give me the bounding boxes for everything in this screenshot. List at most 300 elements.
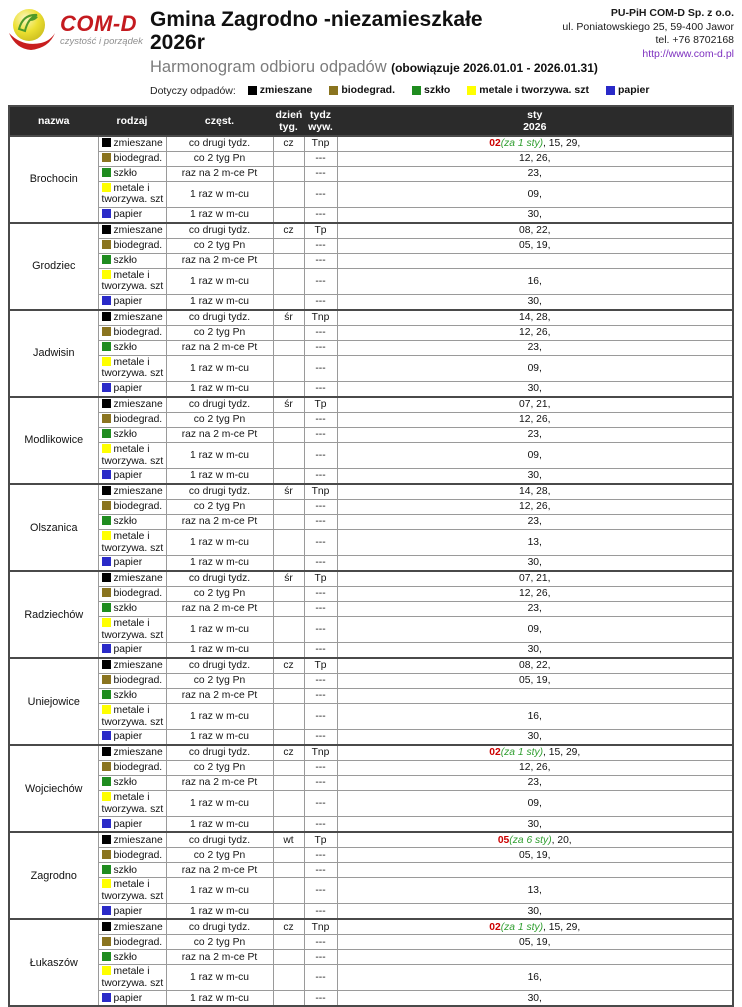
table-row (9, 253, 733, 268)
waste-type-cell (98, 151, 166, 166)
weekday-cell (273, 469, 304, 485)
locality-name: Radziechów (9, 571, 98, 658)
makeup-date: 02 (489, 747, 501, 759)
date-text: 09, (527, 449, 542, 461)
waste-type-cell (98, 904, 166, 920)
table-row (9, 340, 733, 355)
week-type-cell: Tp (304, 832, 337, 848)
frequency-cell: co 2 tyg Pn (166, 413, 273, 428)
frequency-cell: 1 raz w m-cu (166, 382, 273, 398)
column-header-line: wyw. (308, 120, 333, 133)
waste-type-cell (98, 791, 166, 817)
waste-type-label: metale i tworzywa. szt (101, 966, 164, 989)
week-type-cell: --- (304, 238, 337, 253)
weekday-cell (273, 207, 304, 223)
date-text: 05, 19, (519, 936, 551, 948)
date-text: 30, (527, 557, 542, 569)
waste-color-swatch-icon (102, 819, 111, 828)
table-row (9, 832, 733, 848)
dates-cell (337, 556, 733, 572)
company-logo (6, 6, 144, 54)
waste-color-swatch-icon (329, 86, 338, 95)
week-type-cell: --- (304, 904, 337, 920)
dates-cell (337, 761, 733, 776)
legend-label: Dotyczy odpadów: (150, 84, 236, 97)
waste-color-swatch-icon (102, 383, 111, 392)
date-text: 30, (527, 644, 542, 656)
date-text: 13, (527, 885, 542, 897)
weekday-cell: śr (273, 484, 304, 500)
waste-type-cell (98, 658, 166, 674)
table-row (9, 181, 733, 207)
waste-color-swatch-icon (102, 183, 111, 192)
waste-type-label: papier (113, 470, 143, 482)
table-row (9, 571, 733, 587)
date-text: 12, 26, (519, 414, 551, 426)
waste-color-swatch-icon (102, 906, 111, 915)
locality-name: Grodziec (9, 223, 98, 310)
dates-cell (337, 848, 733, 863)
week-type-cell: --- (304, 761, 337, 776)
table-row (9, 556, 733, 572)
dates-cell (337, 878, 733, 904)
waste-type-cell (98, 530, 166, 556)
column-header-line: nazwa (37, 114, 70, 127)
waste-type-label: metale i tworzywa. szt (101, 269, 164, 293)
week-type-cell: Tnp (304, 484, 337, 500)
dates-cell (337, 443, 733, 469)
table-row (9, 500, 733, 515)
dates-cell (337, 904, 733, 920)
waste-type-cell (98, 397, 166, 413)
waste-type-label: biodegrad. (113, 936, 163, 948)
frequency-cell: 1 raz w m-cu (166, 617, 273, 643)
frequency-cell: co 2 tyg Pn (166, 238, 273, 253)
frequency-cell: co drugi tydz. (166, 484, 273, 500)
week-type-cell: --- (304, 965, 337, 991)
table-row (9, 935, 733, 950)
frequency-cell: 1 raz w m-cu (166, 704, 273, 730)
waste-color-swatch-icon (102, 644, 111, 653)
table-row (9, 817, 733, 833)
week-type-cell: --- (304, 515, 337, 530)
makeup-date: 02 (489, 138, 501, 150)
legend-item (329, 84, 395, 96)
week-type-cell: --- (304, 556, 337, 572)
frequency-cell: raz na 2 m-ce Pt (166, 689, 273, 704)
dates-cell (337, 602, 733, 617)
waste-color-swatch-icon (248, 86, 257, 95)
waste-type-cell (98, 166, 166, 181)
dates-cell (337, 919, 733, 935)
waste-type-cell (98, 355, 166, 381)
date-text: 23, (527, 777, 542, 789)
weekday-cell (273, 602, 304, 617)
weekday-cell (273, 878, 304, 904)
table-row (9, 761, 733, 776)
weekday-cell (273, 268, 304, 294)
dates-cell (337, 587, 733, 602)
week-type-cell: --- (304, 791, 337, 817)
company-info (538, 6, 734, 62)
frequency-cell: 1 raz w m-cu (166, 207, 273, 223)
table-row (9, 413, 733, 428)
dates-cell (337, 136, 733, 152)
date-text: 30, (527, 731, 542, 743)
makeup-date: 05 (497, 834, 510, 846)
comd-ball-icon (6, 6, 58, 54)
dates-cell (337, 310, 733, 326)
waste-color-swatch-icon (102, 516, 111, 525)
frequency-cell: raz na 2 m-ce Pt (166, 950, 273, 965)
waste-color-swatch-icon (102, 865, 111, 874)
weekday-cell (273, 730, 304, 746)
waste-type-cell (98, 181, 166, 207)
brand-name: COM-D (60, 11, 138, 36)
frequency-cell: 1 raz w m-cu (166, 643, 273, 659)
waste-type-label: metale i tworzywa. szt (101, 356, 164, 380)
waste-type-cell (98, 643, 166, 659)
table-row (9, 530, 733, 556)
week-type-cell: Tnp (304, 745, 337, 761)
column-header-line: 2026 (523, 120, 547, 133)
weekday-cell (273, 515, 304, 530)
weekday-cell: wt (273, 832, 304, 848)
table-row (9, 484, 733, 500)
waste-type-label: biodegrad. (113, 240, 163, 252)
waste-type-cell (98, 571, 166, 587)
week-type-cell: --- (304, 991, 337, 1007)
waste-color-swatch-icon (102, 486, 111, 495)
makeup-note: (za 1 sty) (500, 747, 544, 759)
waste-color-swatch-icon (606, 86, 615, 95)
frequency-cell: co 2 tyg Pn (166, 761, 273, 776)
weekday-cell (273, 904, 304, 920)
weekday-cell (273, 935, 304, 950)
waste-type-label: metale i tworzywa. szt (101, 531, 164, 554)
week-type-cell: --- (304, 207, 337, 223)
waste-color-swatch-icon (412, 86, 421, 95)
date-text: 23, (527, 342, 542, 354)
waste-type-label: papier (113, 296, 143, 308)
dates-cell (337, 253, 733, 268)
waste-type-cell (98, 965, 166, 991)
waste-type-cell (98, 238, 166, 253)
waste-legend (150, 84, 650, 98)
week-type-cell: --- (304, 355, 337, 381)
table-row (9, 745, 733, 761)
waste-type-cell (98, 832, 166, 848)
frequency-cell: raz na 2 m-ce Pt (166, 253, 273, 268)
frequency-cell: co drugi tydz. (166, 397, 273, 413)
waste-type-cell (98, 674, 166, 689)
date-text: , 15, 29, (543, 921, 581, 933)
frequency-cell: 1 raz w m-cu (166, 469, 273, 485)
waste-color-swatch-icon (102, 225, 111, 234)
frequency-cell: 1 raz w m-cu (166, 878, 273, 904)
dates-cell (337, 428, 733, 443)
dates-cell (337, 776, 733, 791)
waste-type-cell (98, 268, 166, 294)
week-type-cell: Tnp (304, 919, 337, 935)
weekday-cell: cz (273, 658, 304, 674)
waste-type-label: zmieszane (113, 660, 163, 672)
week-type-cell: --- (304, 689, 337, 704)
waste-color-swatch-icon (102, 777, 111, 786)
schedule-table (8, 105, 734, 1007)
frequency-cell: 1 raz w m-cu (166, 268, 273, 294)
waste-type-label: zmieszane (113, 312, 163, 324)
table-header-row (9, 106, 733, 136)
frequency-cell: co 2 tyg Pn (166, 674, 273, 689)
waste-type-label: szkło (113, 342, 137, 354)
waste-color-swatch-icon (102, 342, 111, 351)
subtitle-row (150, 58, 598, 77)
company-phone: tel. +76 8702168 (655, 34, 734, 47)
dates-cell (337, 863, 733, 878)
week-type-cell: --- (304, 674, 337, 689)
frequency-cell: raz na 2 m-ce Pt (166, 863, 273, 878)
waste-type-cell (98, 950, 166, 965)
dates-cell (337, 268, 733, 294)
dates-cell (337, 413, 733, 428)
waste-color-swatch-icon (102, 531, 111, 540)
waste-type-label: zmieszane (113, 573, 163, 585)
date-text: 16, (527, 710, 542, 722)
waste-type-cell (98, 617, 166, 643)
weekday-cell (273, 428, 304, 443)
waste-type-label: zmieszane (113, 399, 163, 411)
waste-type-cell (98, 136, 166, 152)
frequency-cell: co 2 tyg Pn (166, 325, 273, 340)
waste-type-label: metale i tworzywa. szt (101, 182, 164, 206)
week-type-cell: Tp (304, 397, 337, 413)
table-row (9, 166, 733, 181)
dates-cell (337, 484, 733, 500)
table-row (9, 310, 733, 326)
waste-color-swatch-icon (102, 675, 111, 684)
weekday-cell (273, 355, 304, 381)
waste-color-swatch-icon (102, 922, 111, 931)
table-row (9, 991, 733, 1007)
waste-color-swatch-icon (102, 690, 111, 699)
frequency-cell: co drugi tydz. (166, 658, 273, 674)
frequency-cell: co drugi tydz. (166, 571, 273, 587)
date-text: 08, 22, (519, 660, 551, 672)
frequency-cell: raz na 2 m-ce Pt (166, 166, 273, 181)
table-row (9, 355, 733, 381)
waste-type-label: papier (113, 818, 143, 830)
table-row (9, 515, 733, 530)
week-type-cell: Tnp (304, 310, 337, 326)
dates-cell (337, 469, 733, 485)
locality-name: Olszanica (9, 484, 98, 571)
waste-type-label: szkło (113, 255, 137, 267)
waste-type-cell (98, 776, 166, 791)
waste-type-label: biodegrad. (113, 153, 163, 165)
waste-color-swatch-icon (102, 153, 111, 162)
logo-text (60, 13, 143, 47)
waste-color-swatch-icon (102, 835, 111, 844)
week-type-cell: --- (304, 166, 337, 181)
legend-item-label: metale i tworzywa. szt (479, 84, 589, 97)
waste-type-cell (98, 310, 166, 326)
week-type-cell: --- (304, 469, 337, 485)
legend-item-label: papier (617, 84, 650, 97)
week-type-cell: --- (304, 602, 337, 617)
weekday-cell (273, 166, 304, 181)
date-text: 09, (527, 362, 542, 374)
frequency-cell: co drugi tydz. (166, 223, 273, 239)
date-text: 23, (527, 168, 542, 180)
weekday-cell (273, 530, 304, 556)
waste-type-cell (98, 500, 166, 515)
weekday-cell (273, 991, 304, 1007)
date-text: 30, (527, 383, 542, 395)
table-row (9, 136, 733, 152)
table-row (9, 268, 733, 294)
waste-type-label: szkło (113, 168, 137, 180)
waste-type-cell (98, 294, 166, 310)
weekday-cell (273, 294, 304, 310)
week-type-cell: --- (304, 268, 337, 294)
waste-color-swatch-icon (102, 357, 111, 366)
table-row (9, 689, 733, 704)
legend-item-label: szkło (424, 84, 451, 97)
waste-type-cell (98, 991, 166, 1007)
dates-cell (337, 617, 733, 643)
frequency-cell: 1 raz w m-cu (166, 965, 273, 991)
week-type-cell: --- (304, 428, 337, 443)
frequency-cell: raz na 2 m-ce Pt (166, 776, 273, 791)
date-text: 12, 26, (519, 588, 551, 600)
waste-color-swatch-icon (102, 762, 111, 771)
date-text: 08, 22, (519, 225, 551, 237)
waste-type-label: zmieszane (113, 138, 163, 150)
table-row (9, 950, 733, 965)
frequency-cell: co drugi tydz. (166, 136, 273, 152)
waste-color-swatch-icon (467, 86, 476, 95)
weekday-cell: cz (273, 136, 304, 152)
week-type-cell: Tnp (304, 136, 337, 152)
week-type-cell: --- (304, 500, 337, 515)
date-text: 12, 26, (519, 501, 551, 513)
waste-type-cell (98, 587, 166, 602)
date-text: 30, (527, 818, 542, 830)
dates-cell (337, 817, 733, 833)
makeup-date: 02 (489, 921, 501, 933)
frequency-cell: co 2 tyg Pn (166, 500, 273, 515)
weekday-cell (273, 556, 304, 572)
frequency-cell: 1 raz w m-cu (166, 904, 273, 920)
legend-item-label: biodegrad. (341, 84, 395, 97)
waste-type-label: metale i tworzywa. szt (101, 444, 164, 467)
frequency-cell: 1 raz w m-cu (166, 556, 273, 572)
waste-type-cell (98, 602, 166, 617)
table-row (9, 848, 733, 863)
frequency-cell: co drugi tydz. (166, 919, 273, 935)
waste-type-label: biodegrad. (113, 849, 163, 861)
date-text: 30, (527, 296, 542, 308)
waste-color-swatch-icon (102, 573, 111, 582)
dates-cell (337, 950, 733, 965)
date-text: 14, 28, (519, 312, 551, 324)
waste-type-cell (98, 863, 166, 878)
weekday-cell (273, 325, 304, 340)
waste-type-cell (98, 382, 166, 398)
dates-cell (337, 965, 733, 991)
column-header (9, 106, 98, 136)
waste-color-swatch-icon (102, 937, 111, 946)
legend-item-label: zmieszane (259, 84, 313, 97)
locality-name: Modlikowice (9, 397, 98, 484)
week-type-cell: --- (304, 413, 337, 428)
waste-color-swatch-icon (102, 966, 111, 975)
table-row (9, 904, 733, 920)
date-text: , 20, (551, 834, 572, 846)
week-type-cell: --- (304, 530, 337, 556)
week-type-cell: --- (304, 443, 337, 469)
table-row (9, 428, 733, 443)
weekday-cell (273, 704, 304, 730)
company-website: http://www.com-d.pl (642, 47, 734, 60)
frequency-cell: raz na 2 m-ce Pt (166, 428, 273, 443)
dates-cell (337, 500, 733, 515)
waste-color-swatch-icon (102, 296, 111, 305)
table-row (9, 223, 733, 239)
date-text: 05, 19, (519, 849, 551, 861)
waste-type-cell (98, 207, 166, 223)
date-text: 30, (527, 905, 542, 917)
column-header (337, 106, 733, 136)
weekday-cell (273, 413, 304, 428)
waste-type-label: szkło (113, 690, 137, 702)
column-header-line: częst. (204, 114, 235, 127)
date-text: 30, (527, 992, 542, 1004)
table-row (9, 151, 733, 166)
date-text: , 15, 29, (543, 747, 581, 759)
week-type-cell: --- (304, 587, 337, 602)
waste-color-swatch-icon (102, 660, 111, 669)
dates-cell (337, 181, 733, 207)
waste-type-cell (98, 340, 166, 355)
waste-color-swatch-icon (102, 557, 111, 566)
waste-type-cell (98, 484, 166, 500)
page-title: Gmina Zagrodno -niezamieszkałe 2026r (150, 8, 483, 55)
date-text: 14, 28, (519, 486, 551, 498)
week-type-cell: --- (304, 617, 337, 643)
locality-name: Zagrodno (9, 832, 98, 919)
waste-color-swatch-icon (102, 603, 111, 612)
waste-color-swatch-icon (102, 240, 111, 249)
table-row (9, 443, 733, 469)
week-type-cell: --- (304, 294, 337, 310)
waste-type-label: biodegrad. (113, 675, 163, 687)
waste-type-cell (98, 556, 166, 572)
legend-item (467, 84, 589, 96)
waste-type-cell (98, 428, 166, 443)
date-text: 23, (527, 603, 542, 615)
column-header (98, 106, 166, 136)
waste-color-swatch-icon (102, 952, 111, 961)
frequency-cell: co drugi tydz. (166, 832, 273, 848)
waste-type-label: szkło (113, 864, 137, 876)
waste-type-label: papier (113, 209, 143, 221)
waste-type-cell (98, 704, 166, 730)
waste-type-cell (98, 223, 166, 239)
waste-type-label: zmieszane (113, 486, 163, 498)
waste-type-cell (98, 761, 166, 776)
